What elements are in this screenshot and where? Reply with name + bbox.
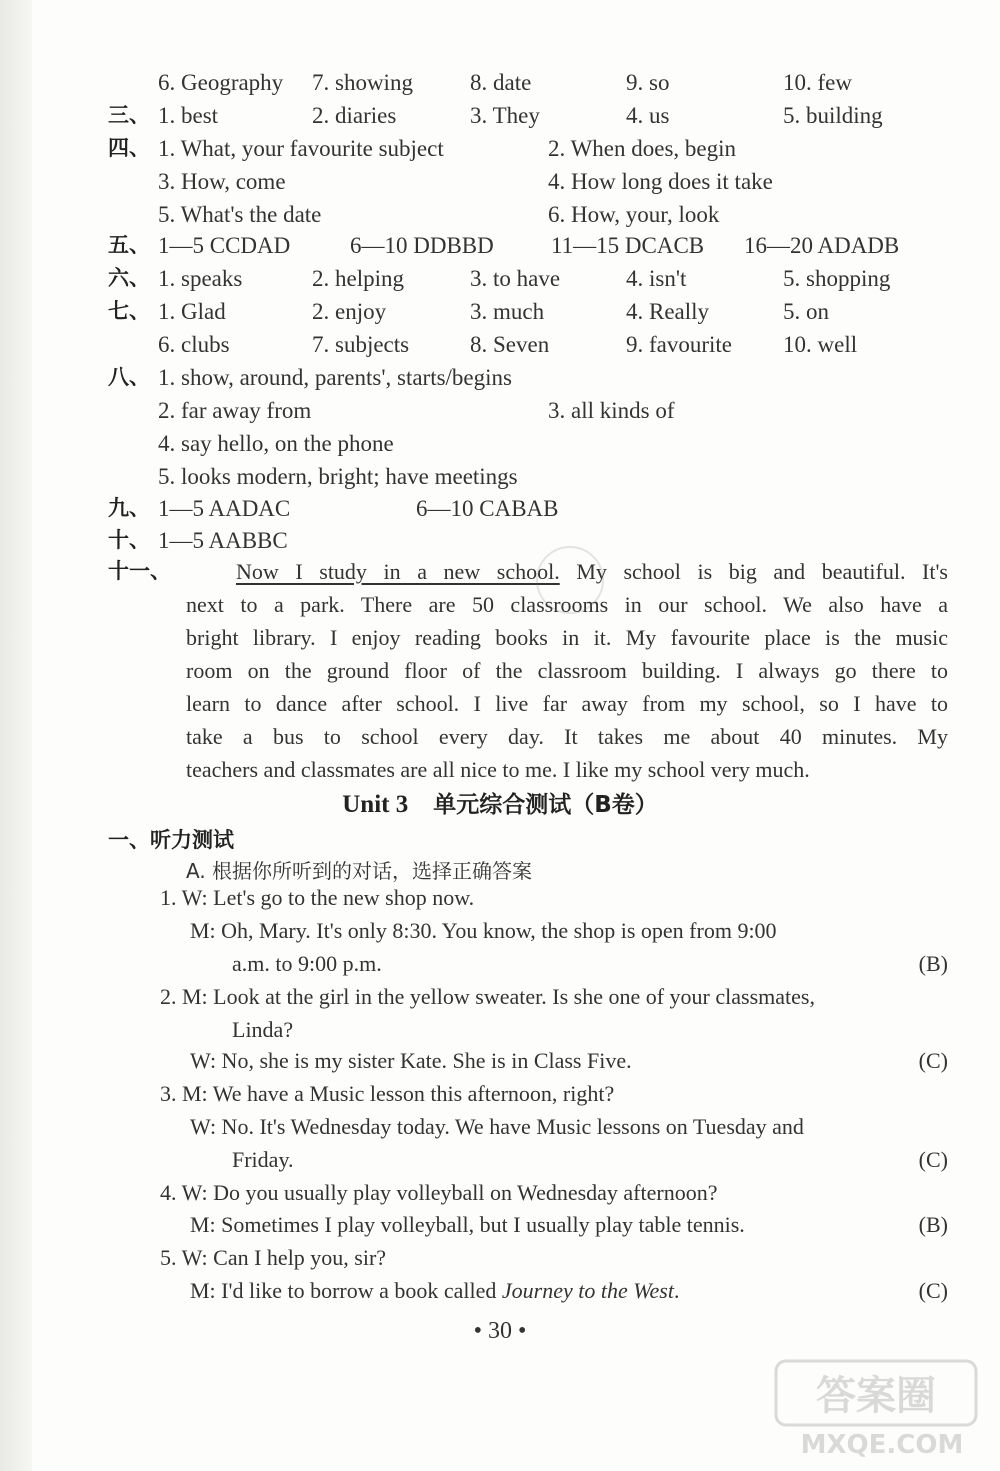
dialogue-text: M: I'd like to borrow a book called	[190, 1278, 502, 1303]
unit-title-cn: 单元综合测试（B卷）	[433, 792, 658, 818]
essay-line: teachers and classmates are all nice to me. I like my school very much.	[186, 757, 810, 782]
dialogue-text: 3. M: We have a Music lesson this afternoon, right?	[160, 1081, 615, 1106]
answer-item: 4. say hello, on the phone	[158, 431, 394, 456]
dialogue-text: Friday.	[232, 1147, 294, 1172]
answer-item: 6. Geography	[158, 70, 284, 95]
essay-first-underlined: Now I study in a new school.	[236, 559, 560, 584]
dialogue-text: 5. W: Can I help you, sir?	[160, 1245, 387, 1270]
essay-line: take a bus to school every day. It takes me about 40 minutes. My	[186, 724, 948, 749]
answer-item: 6. clubs	[158, 332, 230, 357]
answer-item: 1. What, your favourite subject	[158, 136, 444, 161]
answer-item: 8. Seven	[470, 332, 550, 357]
answer-choice: (B)	[918, 1212, 948, 1237]
answer-item: 4. isn't	[626, 266, 687, 291]
answer-item: 10. few	[783, 70, 852, 95]
dialogue-line	[160, 885, 474, 911]
section-marker: 七、	[108, 299, 150, 323]
page-number: • 30 •	[473, 1318, 527, 1344]
dialogue-line	[190, 918, 777, 944]
answer-item: 3. all kinds of	[548, 398, 675, 423]
answer-item: 4. How long does it take	[548, 169, 773, 194]
answer-item: 6—10 DDBBD	[350, 233, 494, 258]
watermark-text: MXQE.COM	[800, 1430, 964, 1460]
listening-heading: 一、听力测试	[108, 828, 234, 852]
answer-item: 7. showing	[312, 70, 413, 95]
answer-item: 5. shopping	[783, 266, 891, 291]
stamp-mark	[536, 546, 604, 614]
answer-item: 3. to have	[470, 266, 561, 291]
answer-item: 1—5 CCDAD	[158, 233, 291, 258]
answer-item: 2. diaries	[312, 103, 397, 128]
dialogue-line	[190, 1212, 745, 1238]
book-title: Journey to the West	[501, 1278, 674, 1303]
dialogue-line	[160, 1180, 717, 1206]
dialogue-line	[190, 1278, 679, 1304]
section-marker: 九、	[108, 496, 150, 520]
answer-choice: (C)	[918, 1278, 948, 1303]
watermark-logo	[772, 1353, 992, 1463]
answer-item: 6. How, your, look	[548, 202, 720, 227]
answer-item: 11—15 DCACB	[551, 233, 705, 258]
answer-item: 3. They	[470, 103, 540, 128]
dialogue-line	[232, 1147, 294, 1173]
answer-item: 3. much	[470, 299, 545, 324]
answer-item: 2. When does, begin	[548, 136, 737, 161]
answer-choice: (B)	[918, 951, 948, 976]
section-marker: 四、	[108, 136, 150, 160]
answer-item: 5. What's the date	[158, 202, 322, 227]
answer-item: 6—10 CABAB	[416, 496, 559, 521]
dialogue-text: W: No, she is my sister Kate. She is in Class Five.	[190, 1048, 632, 1073]
unit-title	[0, 786, 1000, 819]
answer-item: 4. us	[626, 103, 670, 128]
essay-line: room on the ground floor of the classroom building. I always go there to	[186, 658, 948, 683]
essay-line: next to a park. There are 50 classrooms in our school. We also have a	[186, 592, 948, 617]
answer-item: 9. favourite	[626, 332, 733, 357]
dialogue-text: 1. W: Let's go to the new shop now.	[160, 885, 475, 910]
answer-item: 3. How, come	[158, 169, 286, 194]
answer-item: 9. so	[626, 70, 670, 95]
dialogue-text: M: Sometimes I play volleyball, but I usually play table tennis.	[190, 1212, 745, 1237]
dialogue-text: 2. M: Look at the girl in the yellow sweater. Is she one of your classmates,	[160, 984, 815, 1009]
section-marker: 三、	[108, 103, 150, 127]
dialogue-tail: .	[673, 1278, 680, 1303]
section-marker: 六、	[108, 266, 150, 290]
section-marker: 五、	[108, 233, 150, 257]
dialogue-line	[232, 1017, 293, 1043]
unit-title-en: Unit 3	[342, 791, 409, 818]
section-marker: 十、	[108, 528, 150, 552]
answer-item: 1. best	[158, 103, 219, 128]
answer-item: 1. Glad	[158, 299, 226, 324]
dialogue-line	[190, 1114, 804, 1140]
dialogue-line	[190, 1048, 632, 1074]
answer-item: 1—5 AABBC	[158, 528, 288, 553]
listening-instruction: A. 根据你所听到的对话，选择正确答案	[186, 859, 533, 883]
svg-text:答案圈: 答案圈	[816, 1373, 936, 1419]
answer-item: 5. building	[783, 103, 883, 128]
essay-first-rest: My school is big and beautiful. It's	[559, 559, 948, 584]
dialogue-text: 4. W: Do you usually play volleyball on Wednesday afternoon?	[160, 1180, 718, 1205]
answer-item: 5. looks modern, bright; have meetings	[158, 464, 518, 489]
essay-line: learn to dance after school. I live far away from my school, so I have to	[186, 691, 948, 716]
answer-item: 2. far away from	[158, 398, 312, 423]
answer-item: 5. on	[783, 299, 829, 324]
answer-item: 16—20 ADADB	[744, 233, 900, 258]
answer-choice: (C)	[918, 1147, 948, 1172]
answer-item: 1. speaks	[158, 266, 243, 291]
answer-item: 1. show, around, parents', starts/begins	[158, 365, 512, 390]
essay-line: bright library. I enjoy reading books in it. My favourite place is the music	[186, 625, 948, 650]
answer-item: 8. date	[470, 70, 532, 95]
dialogue-text: M: Oh, Mary. It's only 8:30. You know, the shop is open from 9:00	[190, 918, 777, 943]
essay-marker: 十一、	[108, 559, 171, 583]
answer-item: 1—5 AADAC	[158, 496, 291, 521]
dialogue-line	[232, 951, 382, 977]
answer-item: 7. subjects	[312, 332, 410, 357]
answer-item: 4. Really	[626, 299, 710, 324]
answer-choice: (C)	[918, 1048, 948, 1073]
dialogue-line	[160, 1081, 614, 1107]
dialogue-text: W: No. It's Wednesday today. We have Music lessons on Tuesday and	[190, 1114, 804, 1139]
scan-edge	[0, 0, 32, 1471]
section-marker: 八、	[108, 365, 150, 389]
answer-item: 2. enjoy	[312, 299, 387, 324]
dialogue-line	[160, 984, 815, 1010]
answer-item: 2. helping	[312, 266, 404, 291]
dialogue-text: Linda?	[232, 1017, 294, 1042]
dialogue-line	[160, 1245, 386, 1271]
answer-item: 10. well	[783, 332, 858, 357]
dialogue-text: a.m. to 9:00 p.m.	[232, 951, 382, 976]
